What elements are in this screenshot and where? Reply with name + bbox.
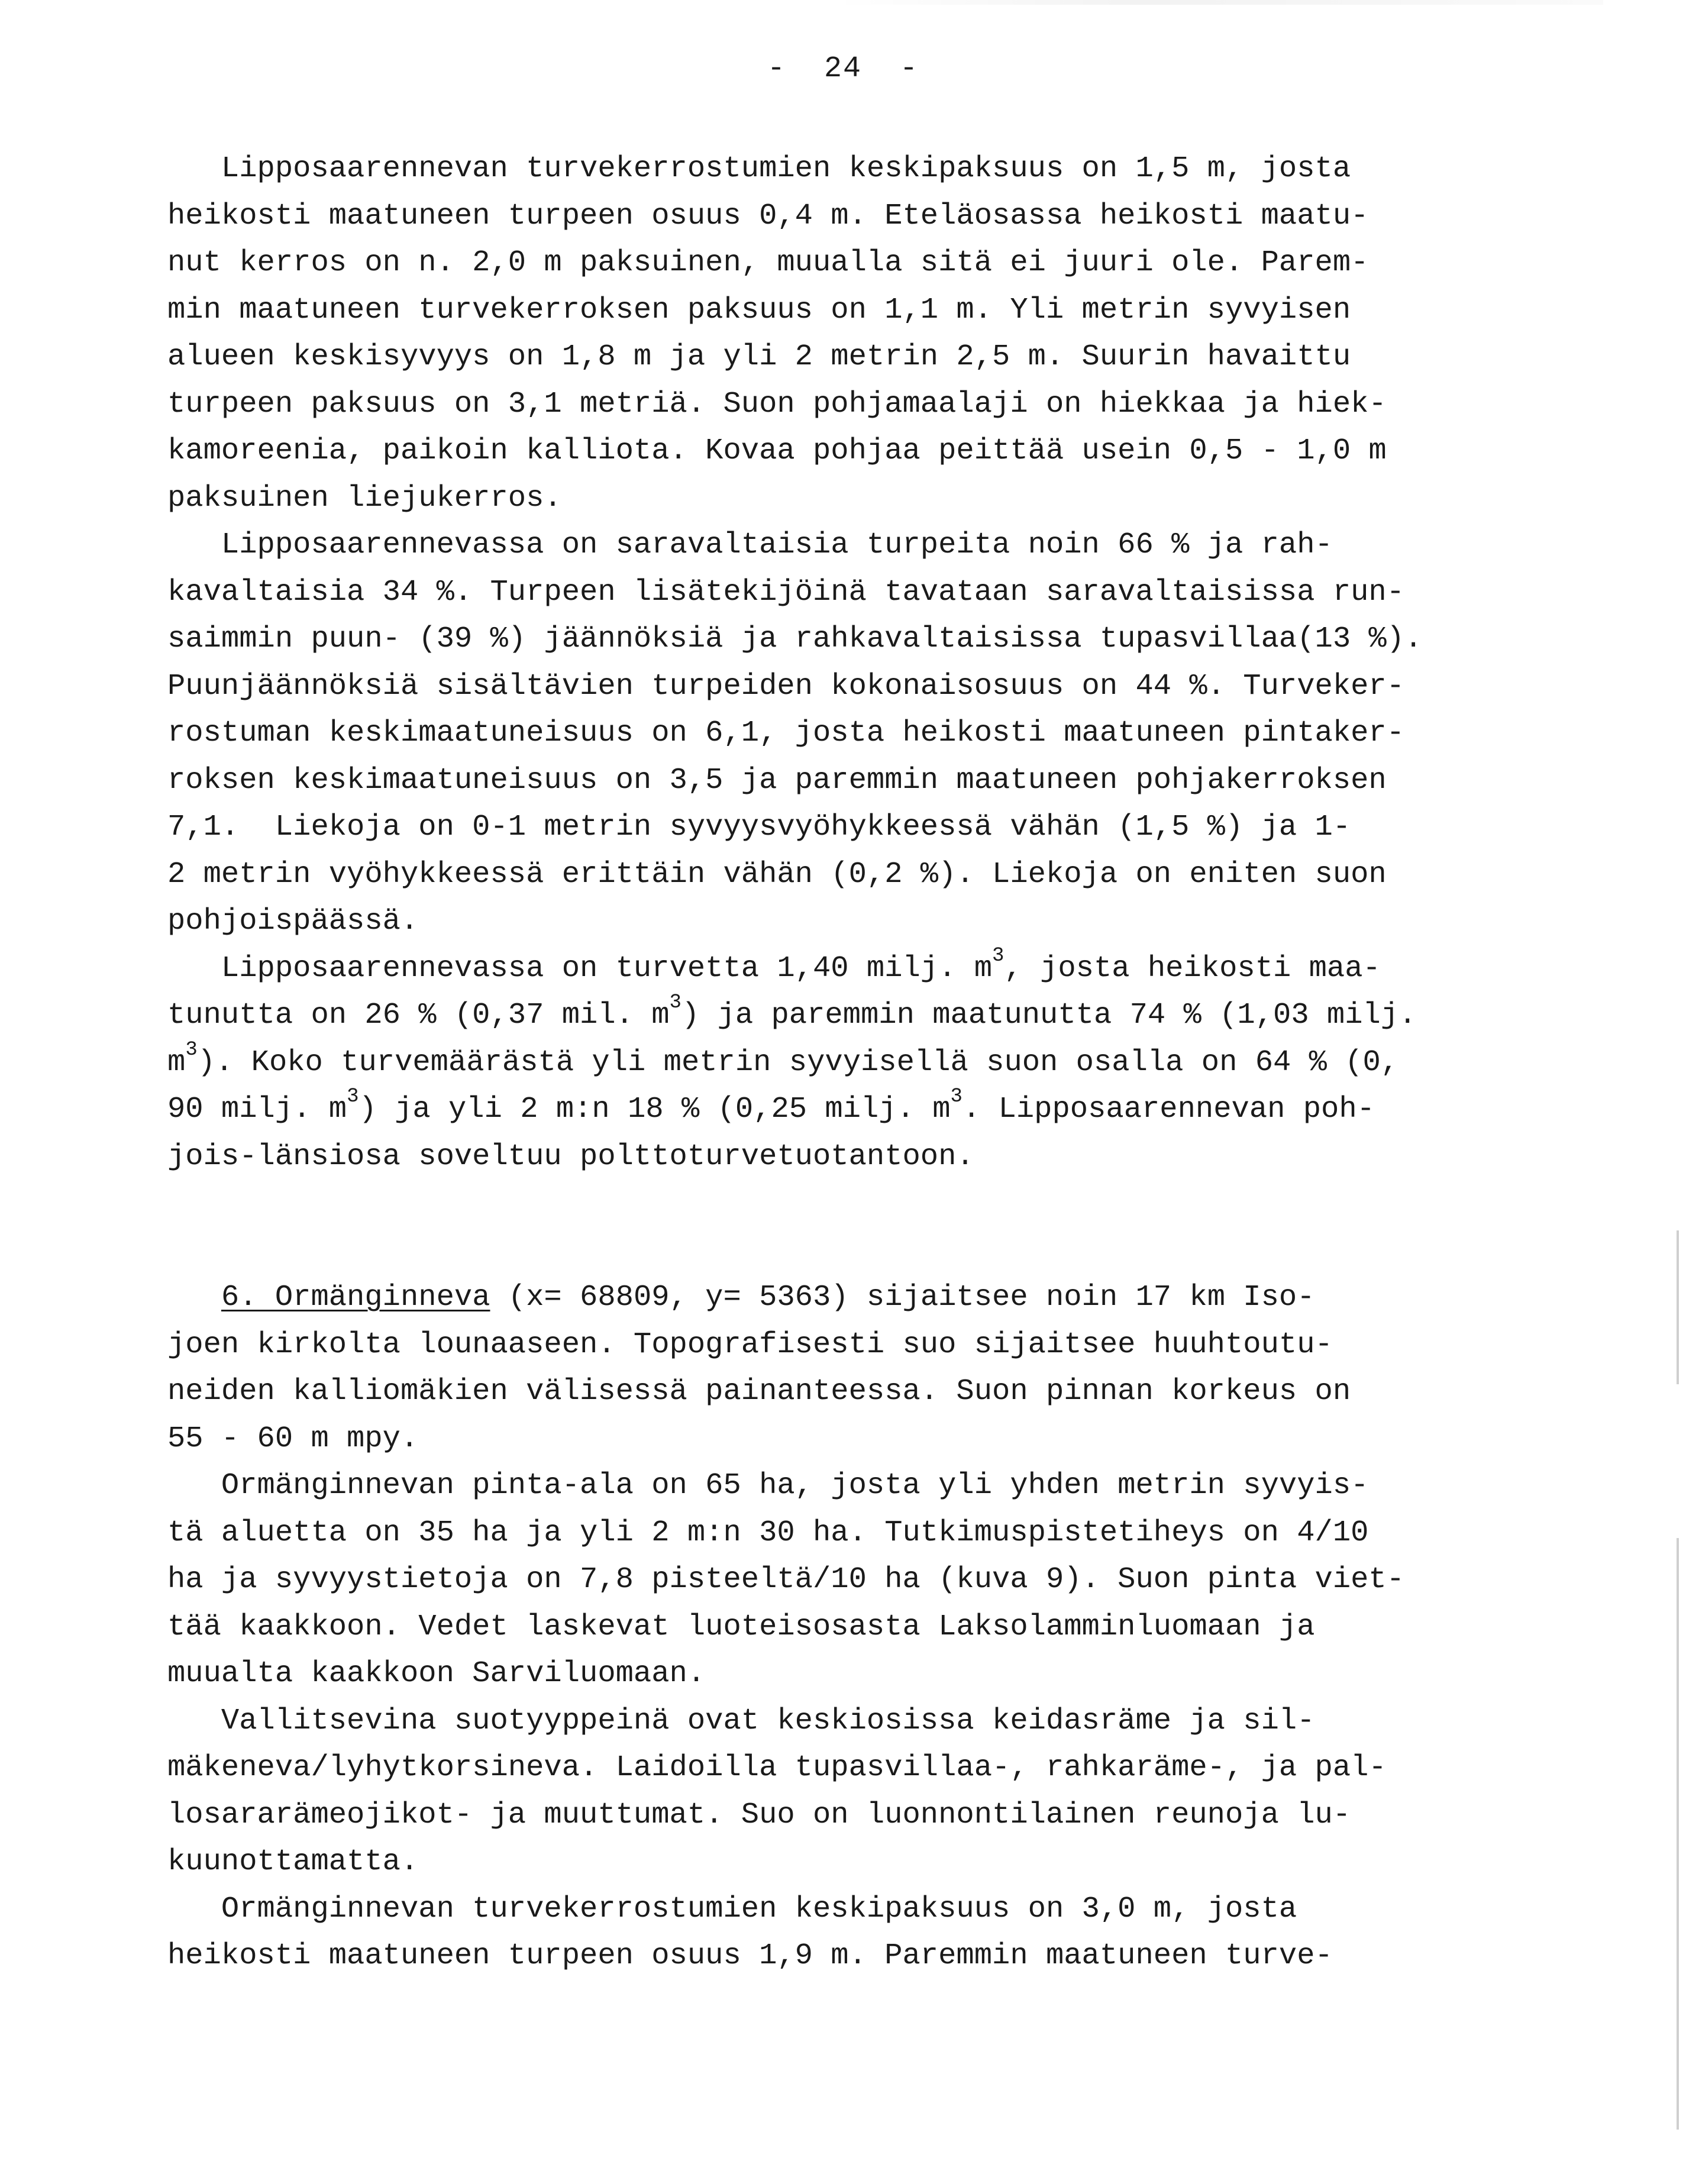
text-line: muualta kaakkoon Sarviluomaan.	[167, 1657, 706, 1691]
text-line: nut kerros on n. 2,0 m paksuinen, muualla sitä ei juuri ole. Parem-	[167, 246, 1369, 280]
text-line: Lipposaarennevan turvekerrostumien keskipaksuus on 1,5 m, josta	[167, 152, 1351, 186]
page-number: - 24 -	[767, 52, 919, 86]
text-line: tää kaakkoon. Vedet laskevat luoteisosasta Laksolamminluomaan ja	[167, 1610, 1315, 1644]
text-line: Puunjäännöksiä sisältävien turpeiden kokonaisosuus on 44 %. Turveker-	[167, 669, 1405, 703]
text-line-volume: jois-länsiosa soveltuu polttoturvetuotantoon.	[167, 1139, 974, 1174]
text-line: Ormänginnevan pinta-ala on 65 ha, josta yli yhden metrin syvyis-	[167, 1469, 1369, 1503]
text-line-volume: $m^3$). Koko turvemäärästä yli metrin syvyisellä suon osalla on 64 % (0,	[167, 1038, 1399, 1080]
text-line-volume: tunutta on 26 % (0,37 mil. $m^3$) ja paremmin maatunutta 74 % (1,03 milj.	[167, 991, 1417, 1032]
section-ormanginneva	[167, 1274, 1587, 1980]
text-line: heikosti maatuneen turpeen osuus 1,9 m. Paremmin maatuneen turve-	[167, 1939, 1333, 1973]
text-line: turpeen paksuus on 3,1 metriä. Suon pohjamaalaji on hiekkaa ja hiek-	[167, 387, 1387, 421]
text-line: 6. Ormänginneva (x= 68809, y= 5363) sijaitsee noin 17 km Iso-	[221, 1281, 1315, 1314]
scan-margin-mark	[1677, 1538, 1679, 2130]
section-heading: 6. Ormänginneva	[221, 1281, 490, 1314]
text-line: paksuinen liejukerros.	[167, 481, 562, 515]
text-line: alueen keskisyvyys on 1,8 m ja yli 2 metrin 2,5 m. Suurin havaittu	[167, 340, 1351, 374]
text-line: joen kirkolta lounaaseen. Topografisesti suo sijaitsee huuhtoutu-	[167, 1327, 1333, 1362]
scan-artifact	[834, 0, 1603, 5]
text-line: Ormänginnevan turvekerrostumien keskipaksuus on 3,0 m, josta	[167, 1892, 1297, 1926]
text-line-volume: 90 milj. $m^3$) ja yli 2 m:n 18 % (0,25 milj. $m^3$. Lipposaarennevan poh-	[167, 1085, 1375, 1126]
text-line: heikosti maatuneen turpeen osuus 0,4 m. Eteläosassa heikosti maatu-	[167, 199, 1369, 233]
text-line: kamoreenia, paikoin kalliota. Kovaa pohjaa peittää usein 0,5 - 1,0 m	[167, 434, 1387, 468]
text-line: min maatuneen turvekerroksen paksuus on 1,1 m. Yli metrin syvyisen	[167, 293, 1351, 327]
text-line: losararämeojikot- ja muuttumat. Suo on luonnontilainen reunoja lu-	[167, 1798, 1351, 1832]
text-line: kavaltaisia 34 %. Turpeen lisätekijöinä tavataan saravaltaisissa run-	[167, 575, 1405, 609]
text-line: Vallitsevina suotyyppeinä ovat keskiosissa keidasräme ja sil-	[167, 1704, 1315, 1738]
text-line-volume: Lipposaarennevassa on turvetta 1,40 milj. $m^3$, josta heikosti maa-	[167, 944, 1381, 986]
section-lipposaarenneva	[167, 146, 1587, 1180]
text-line: tä aluetta on 35 ha ja yli 2 m:n 30 ha. Tutkimuspistetiheys on 4/10	[167, 1516, 1369, 1550]
text-line: Lipposaarennevassa on saravaltaisia turpeita noin 66 % ja rah-	[167, 528, 1333, 562]
scan-margin-mark	[1677, 1230, 1679, 1384]
text-line: saimmin puun- (39 %) jäännöksiä ja rahkavaltaisissa tupasvillaa(13 %).	[167, 622, 1423, 656]
text-line: 55 - 60 m mpy.	[167, 1421, 419, 1456]
text-line: roksen keskimaatuneisuus on 3,5 ja paremmin maatuneen pohjakerroksen	[167, 763, 1387, 797]
text-line: 2 metrin vyöhykkeessä erittäin vähän (0,2 %). Liekoja on eniten suon	[167, 857, 1387, 891]
text-line: pohjoispäässä.	[167, 904, 419, 938]
text-line: 7,1. Liekoja on 0-1 metrin syvyysvyöhykkeessä vähän (1,5 %) ja 1-	[167, 810, 1351, 844]
text-line: neiden kalliomäkien välisessä painanteessa. Suon pinnan korkeus on	[167, 1375, 1351, 1408]
text-line: mäkeneva/lyhytkorsineva. Laidoilla tupasvillaa-, rahkaräme-, ja pal-	[167, 1751, 1387, 1785]
text-line: ha ja syvyystietoja on 7,8 pisteeltä/10 ha (kuva 9). Suon pinta viet-	[167, 1563, 1405, 1597]
text-line: rostuman keskimaatuneisuus on 6,1, josta heikosti maatuneen pintaker-	[167, 716, 1405, 750]
text-line: kuunottamatta.	[167, 1845, 419, 1879]
